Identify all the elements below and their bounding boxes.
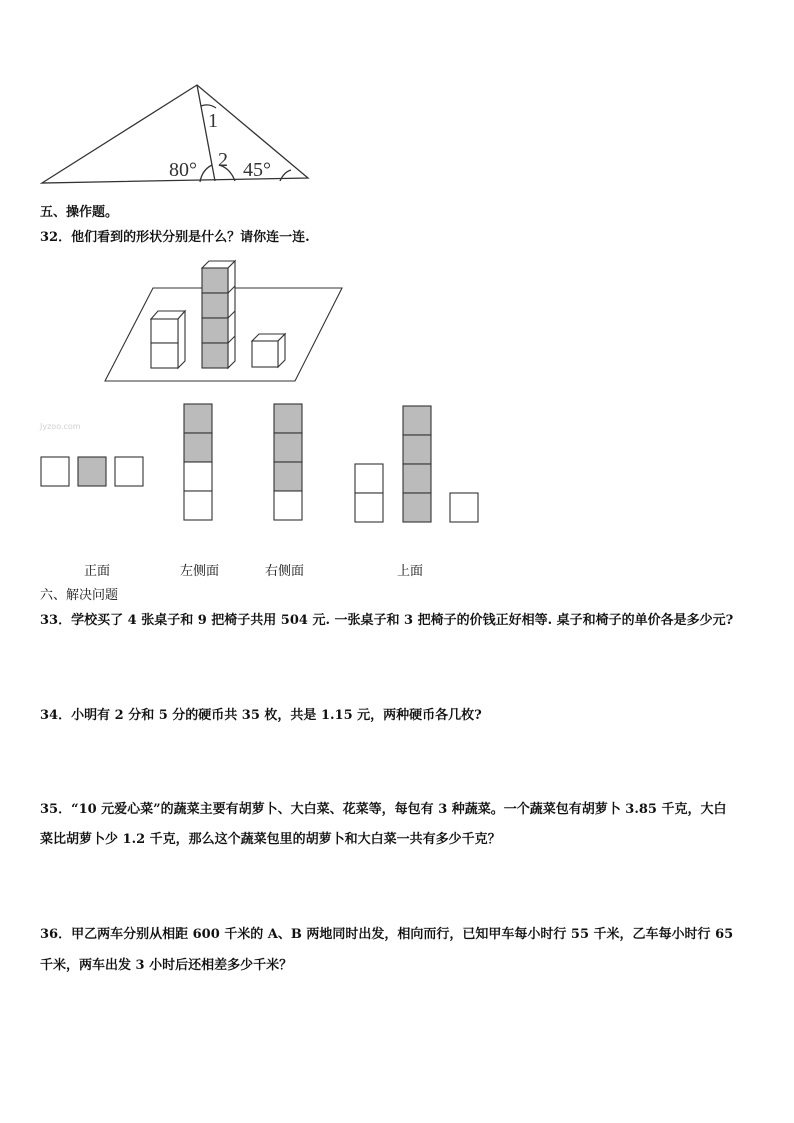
question-35-line2: 菜比胡萝卜少 1.2 千克，那么这个蔬菜包里的胡萝卜和大白菜一共有多少千克？ [40, 832, 501, 847]
tall-stack [202, 261, 235, 368]
label-left-view: 左侧面 [180, 564, 220, 579]
view-option-column-b [184, 404, 212, 520]
label-1: 1 [208, 110, 218, 132]
question-33: 33．学校买了 4 张桌子和 9 把椅子共用 504 元. 一张桌子和 3 把椅子的价钱正好相等. 桌子和椅子的单价各是多少元? [40, 613, 734, 628]
triangle-figure [0, 0, 330, 195]
question-36-line2: 千米，两车出发 3 小时后还相差多少千米？ [40, 958, 293, 973]
question-34: 34．小明有 2 分和 5 分的硬币共 35 枚，共是 1.15 元，两种硬币各几枚? [40, 708, 482, 723]
cube-arrangement-figure [100, 255, 350, 385]
label-top-view: 上面 [397, 564, 424, 579]
section6-title: 六、解决问题 [40, 588, 119, 603]
label-45: 45° [243, 159, 271, 181]
label-right-view: 右侧面 [265, 564, 305, 579]
watermark: Jyzoo.com [40, 422, 81, 431]
angle-arc-1 [201, 105, 216, 108]
section5-title: 五、操作题。 [40, 205, 119, 220]
label-front-view: 正面 [84, 564, 111, 579]
triangle-inner-segment [197, 85, 215, 181]
left-stack [151, 311, 185, 368]
question-35-line1: 35．“10 元爱心菜”的蔬菜主要有胡萝卜、大白菜、花菜等，每包有 3 种蔬菜。一个蔬菜包有胡萝卜 3.85 千克，大白 [40, 802, 727, 817]
view-option-group-d [355, 406, 478, 522]
question-36-line1: 36．甲乙两车分别从相距 600 千米的 A、B 两地同时出发，相向而行，已知甲车每小时行 55 千米，乙车每小时行 65 [40, 927, 734, 942]
question-32: 32．他们看到的形状分别是什么？请你连一连. [40, 230, 310, 245]
single-cube [252, 334, 285, 367]
view-options-figure [38, 400, 483, 525]
view-option-row [41, 457, 143, 486]
view-option-column-c [274, 404, 302, 520]
label-80: 80° [169, 159, 197, 181]
label-2: 2 [218, 149, 228, 171]
angle-arc-45 [280, 170, 291, 181]
